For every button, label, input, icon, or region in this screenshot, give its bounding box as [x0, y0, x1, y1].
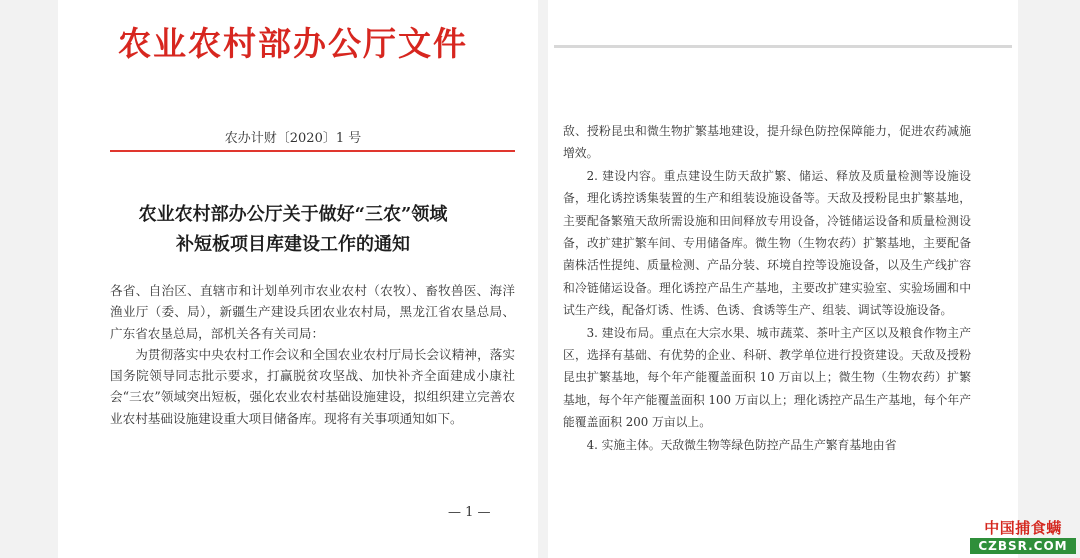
left-document-page: [58, 0, 538, 558]
document-header-title: 农业农村部办公厅文件: [118, 24, 468, 63]
right-body-text: [563, 120, 971, 456]
left-body-text: [110, 280, 515, 429]
construction-content-paragraph: 2. 建设内容。重点建设生防天敌扩繁、储运、释放及质量检测等设施设备，理化诱控诱集装置的生产和组装设施设备等。天敌及授粉昆虫扩繁基地，主要配备繁殖天敌所需设施和田间释放专用设备，冷链储运设备和质量检测设备，改扩建扩繁车间、专用储备库。微生物（生物农药）扩繁基地，主要配备菌株活性提纯、质量检测、产品分装、环境自控等设施设备，以及生产线扩容和冷链储运设备。理化诱控产品生产基地，主要改扩建实验室、实验场圃和中试生产线，配备灯诱、性诱、色诱、食诱等生产、组装、调试等设施设备。: [563, 168, 971, 318]
red-separator-line: [110, 150, 515, 152]
right-document-page: [548, 0, 1018, 558]
document-number: 农办计财〔2020〕1 号: [224, 131, 362, 146]
notice-title-line-1: 农业农村部办公厅关于做好“三农”领域: [138, 204, 448, 225]
page-number: — 1 —: [448, 505, 491, 520]
page-top-rule: [554, 45, 1012, 48]
watermark-en-text: CZBSR.COM: [970, 538, 1076, 554]
continued-paragraph: 敌、授粉昆虫和微生物扩繁基地建设，提升绿色防控保障能力，促进农药减施增效。: [563, 124, 971, 161]
notice-title: [58, 200, 528, 260]
site-watermark: [966, 518, 1080, 558]
watermark-cn-text: 中国捕食螨: [984, 519, 1062, 537]
construction-layout-paragraph: 3. 建设布局。重点在大宗水果、城市蔬菜、茶叶主产区以及粮食作物主产区，选择有基础、有优势的企业、科研、教学单位进行投资建设。天敌及授粉昆虫扩繁基地，每个年产能覆盖面积 10 万亩以上；微生物（生物农药）扩繁基地，每个年产能覆盖面积 100 万亩以上；理化诱控产品生产基地，每个年产能覆盖面积 200 万亩以上。: [563, 325, 971, 430]
intro-paragraph: 为贯彻落实中央农村工作会议和全国农业农村厅局长会议精神，落实国务院领导同志批示要求，打赢脱贫攻坚战、加快补齐全面建成小康社会“三农”领域突出短板，强化农业农村基础设施建设，拟组织建立完善农业农村基础设施建设重大项目储备库。现将有关事项通知如下。: [110, 346, 515, 426]
addressees-paragraph: 各省、自治区、直辖市和计划单列市农业农村（农牧）、畜牧兽医、海洋渔业厅（委、局），新疆生产建设兵团农业农村局，黑龙江省农垦总局、广东省农垦总局，部机关各有关司局：: [110, 283, 515, 341]
notice-title-line-2: 补短板项目库建设工作的通知: [176, 234, 410, 255]
implementing-entity-paragraph: 4. 实施主体。天敌微生物等绿色防控产品生产繁育基地由省: [586, 437, 897, 452]
